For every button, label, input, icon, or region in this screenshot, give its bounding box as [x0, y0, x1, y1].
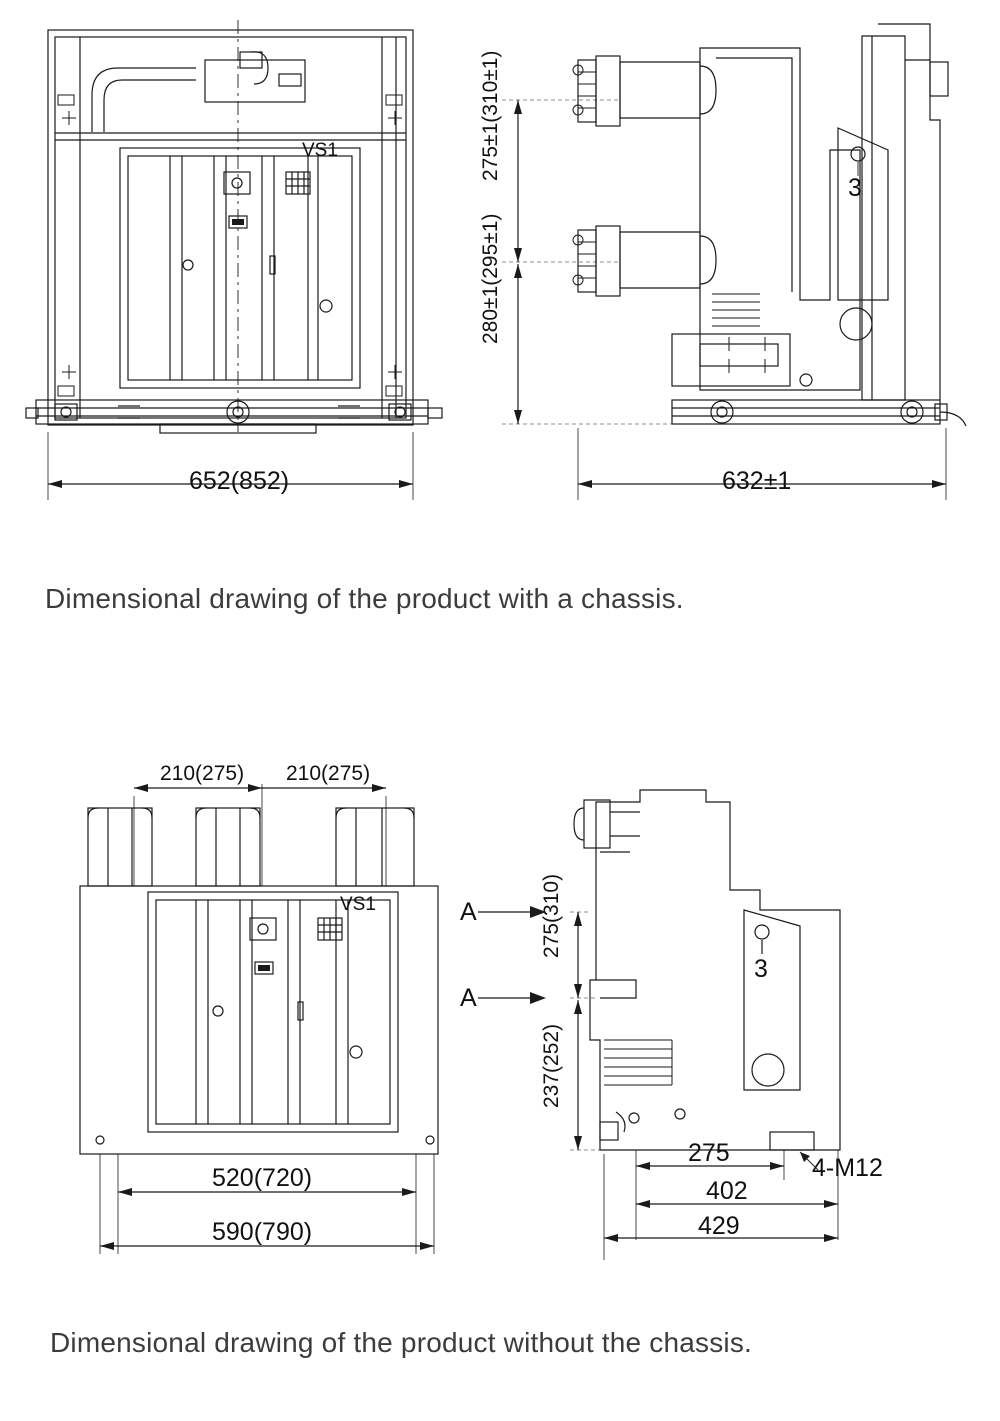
callout-3-figure-1: 3: [848, 174, 862, 202]
dim-overall-width-2: 590(790): [212, 1218, 313, 1246]
section-mark-a-bottom: A: [460, 984, 477, 1012]
dim-upper-terminal-height-1: 275±1(310±1): [479, 50, 502, 181]
dim-overall-depth-2: 429: [698, 1212, 740, 1240]
dim-pole-pitch-right: 210(275): [286, 762, 371, 785]
dim-lower-terminal-height-2: 237(252): [540, 1023, 563, 1108]
product-label-front-1: VS1: [302, 140, 338, 161]
dim-mounting-width: 520(720): [212, 1164, 313, 1192]
dim-mounting-depth: 275: [688, 1139, 730, 1167]
callout-bolt-spec: 4-M12: [812, 1154, 883, 1182]
dim-lower-terminal-height-1: 280±1(295±1): [479, 213, 502, 344]
figure-without-chassis: [0, 740, 1000, 1300]
figure-2-caption: Dimensional drawing of the product without the chassis.: [50, 1327, 753, 1358]
section-mark-a-top: A: [460, 898, 477, 926]
dim-overall-width-1: 652(852): [189, 467, 290, 495]
figure-1-caption: Dimensional drawing of the product with a chassis.: [45, 583, 684, 614]
dim-upper-terminal-height-2: 275(310): [540, 873, 563, 958]
figure-with-chassis: [0, 0, 1000, 540]
dim-depth-402: 402: [706, 1177, 748, 1205]
dim-pole-pitch-left: 210(275): [160, 762, 245, 785]
product-label-front-2: VS1: [340, 894, 376, 915]
callout-3-figure-2: 3: [754, 955, 768, 983]
dim-overall-depth-1: 632±1: [722, 467, 792, 495]
